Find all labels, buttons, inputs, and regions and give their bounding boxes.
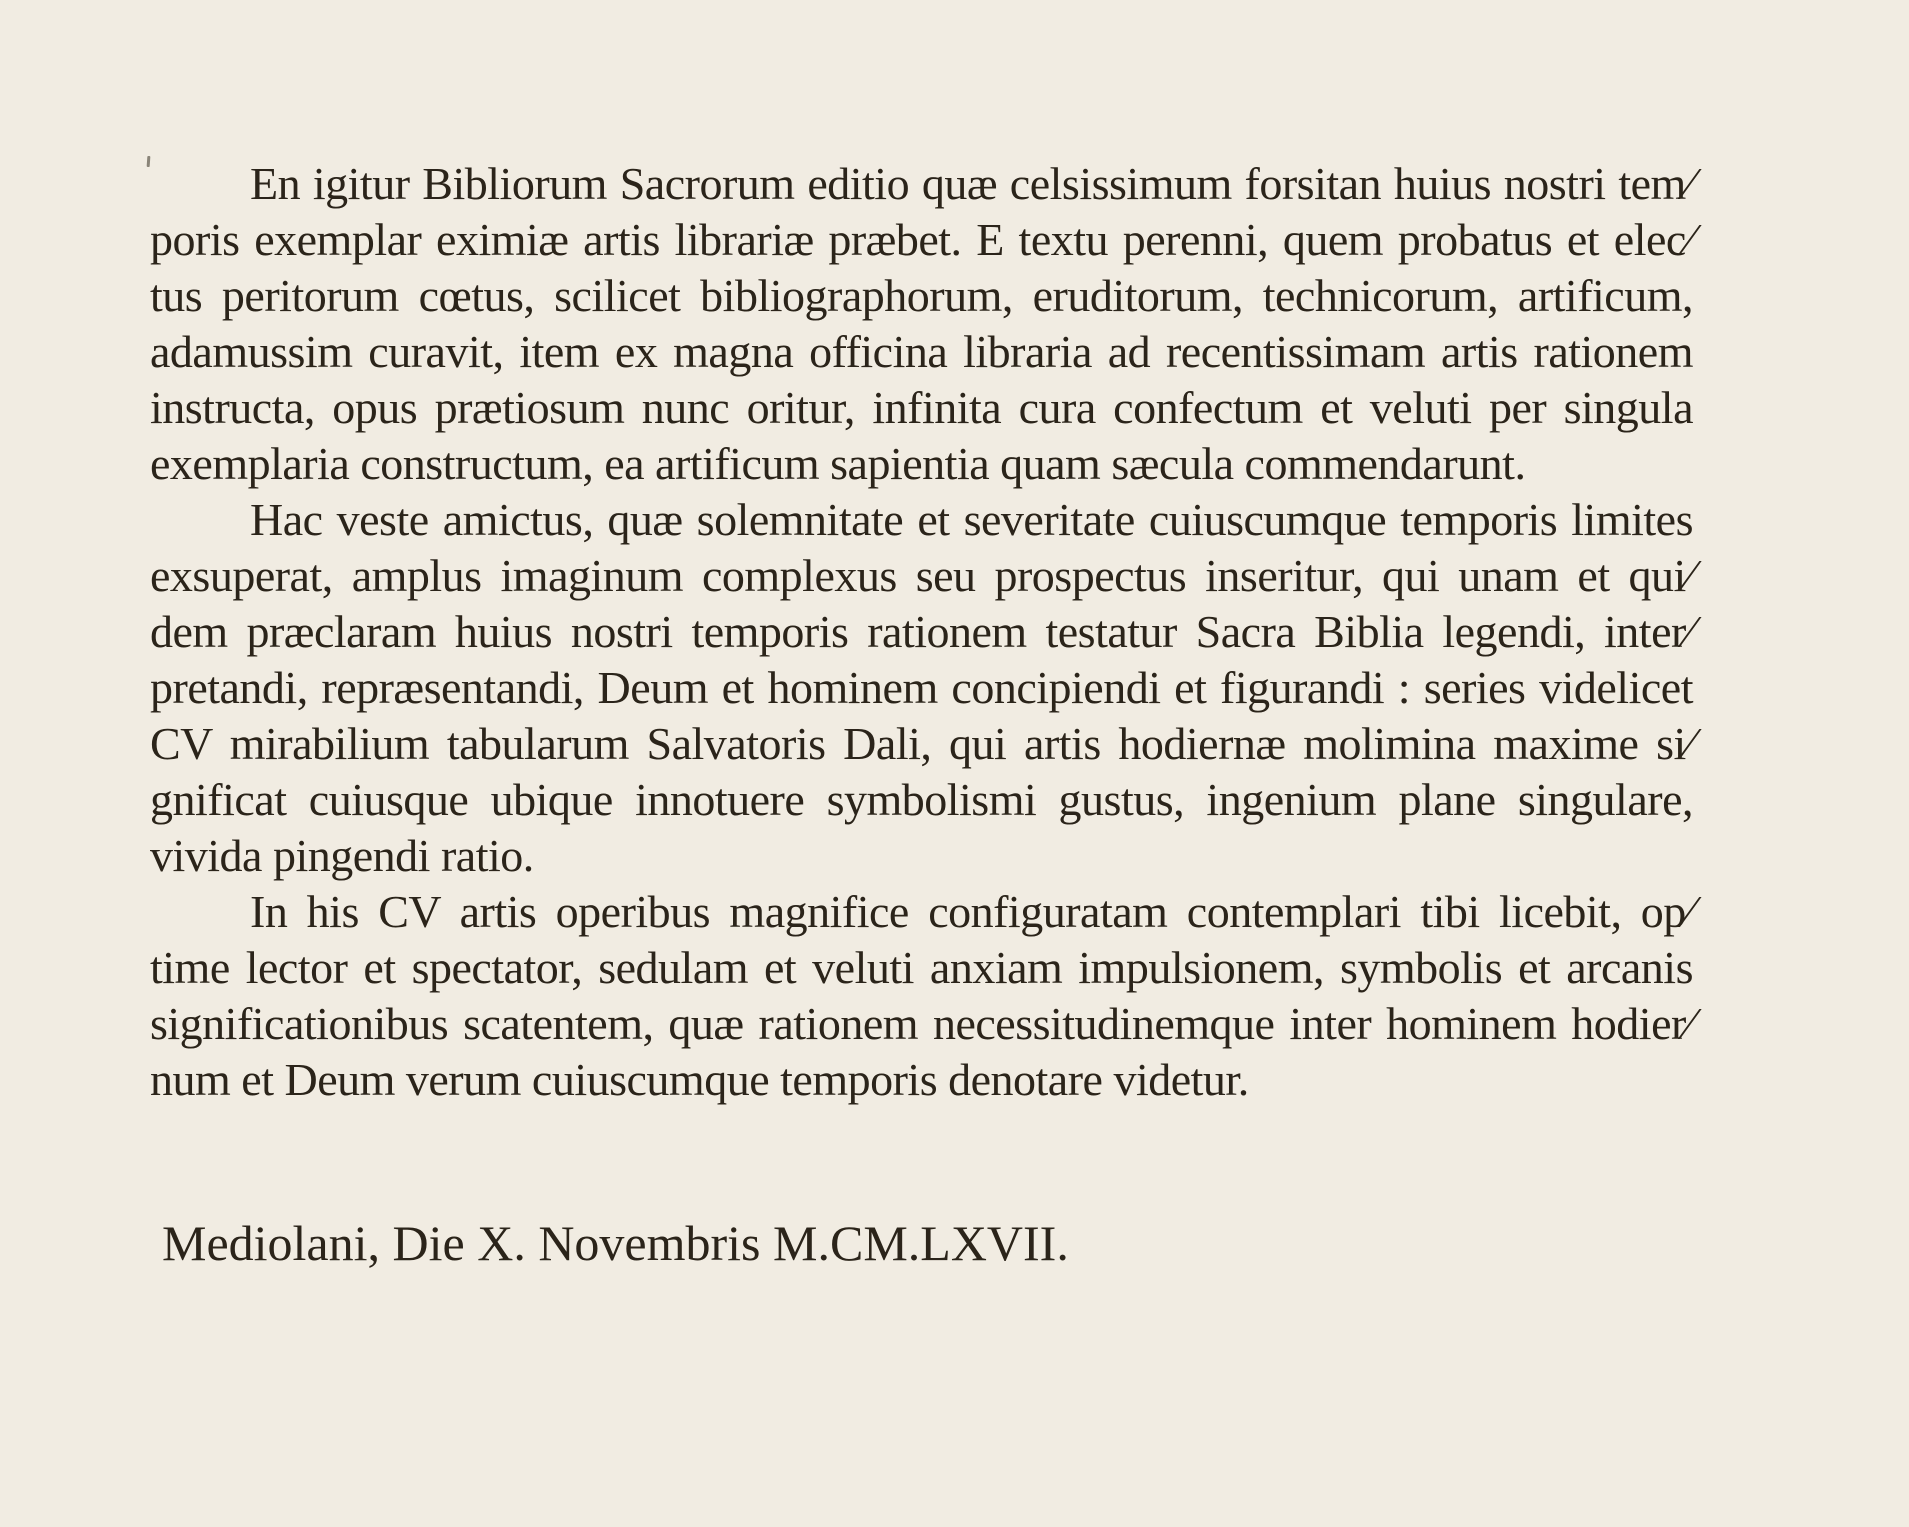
text-line: dem præclaram huius nostri temporis rationem testatur Sacra Biblia legendi, inter⁄ (150, 606, 1693, 657)
text-line: num et Deum verum cuiuscumque temporis denotare videtur. (150, 1054, 1249, 1105)
text-line: gnificat cuiusque ubique innotuere symbolismi gustus, ingenium plane singulare, (150, 774, 1693, 825)
text-line: En igitur Bibliorum Sacrorum editio quæ celsissimum forsitan huius nostri tem⁄ (250, 158, 1693, 209)
text-line: exemplaria constructum, ea artificum sapientia quam sæcula commendarunt. (150, 438, 1526, 489)
text-line: In his CV artis operibus magnifice configuratam contemplari tibi licebit, op⁄ (250, 886, 1693, 937)
dateline: Mediolani, Die X. Novembris M.CM.LXVII. (162, 1215, 1069, 1271)
text-line: significationibus scatentem, quæ rationem necessitudinemque inter hominem hodier⁄ (150, 998, 1693, 1049)
text-line: instructa, opus prætiosum nunc oritur, infinita cura confectum et veluti per singula (150, 382, 1693, 433)
body-text (150, 156, 1693, 1108)
text-line: time lector et spectator, sedulam et veluti anxiam impulsionem, symbolis et arcanis (150, 942, 1693, 993)
text-line: CV mirabilium tabularum Salvatoris Dali, qui artis hodiernæ molimina maxime si⁄ (150, 718, 1693, 769)
text-line: exsuperat, amplus imaginum complexus seu prospectus inseritur, qui unam et qui⁄ (150, 550, 1693, 601)
text-line: poris exemplar eximiæ artis librariæ præbet. E textu perenni, quem probatus et elec⁄ (150, 214, 1693, 265)
text-line: pretandi, repræsentandi, Deum et hominem concipiendi et figurandi : series videlicet (150, 662, 1693, 713)
text-line: Hac veste amictus, quæ solemnitate et severitate cuiuscumque temporis limites (250, 494, 1693, 545)
text-line: tus peritorum cœtus, scilicet bibliographorum, eruditorum, technicorum, artificum, (150, 270, 1693, 321)
text-line: adamussim curavit, item ex magna officina libraria ad recentissimam artis rationem (150, 326, 1693, 377)
text-line: vivida pingendi ratio. (150, 830, 534, 881)
